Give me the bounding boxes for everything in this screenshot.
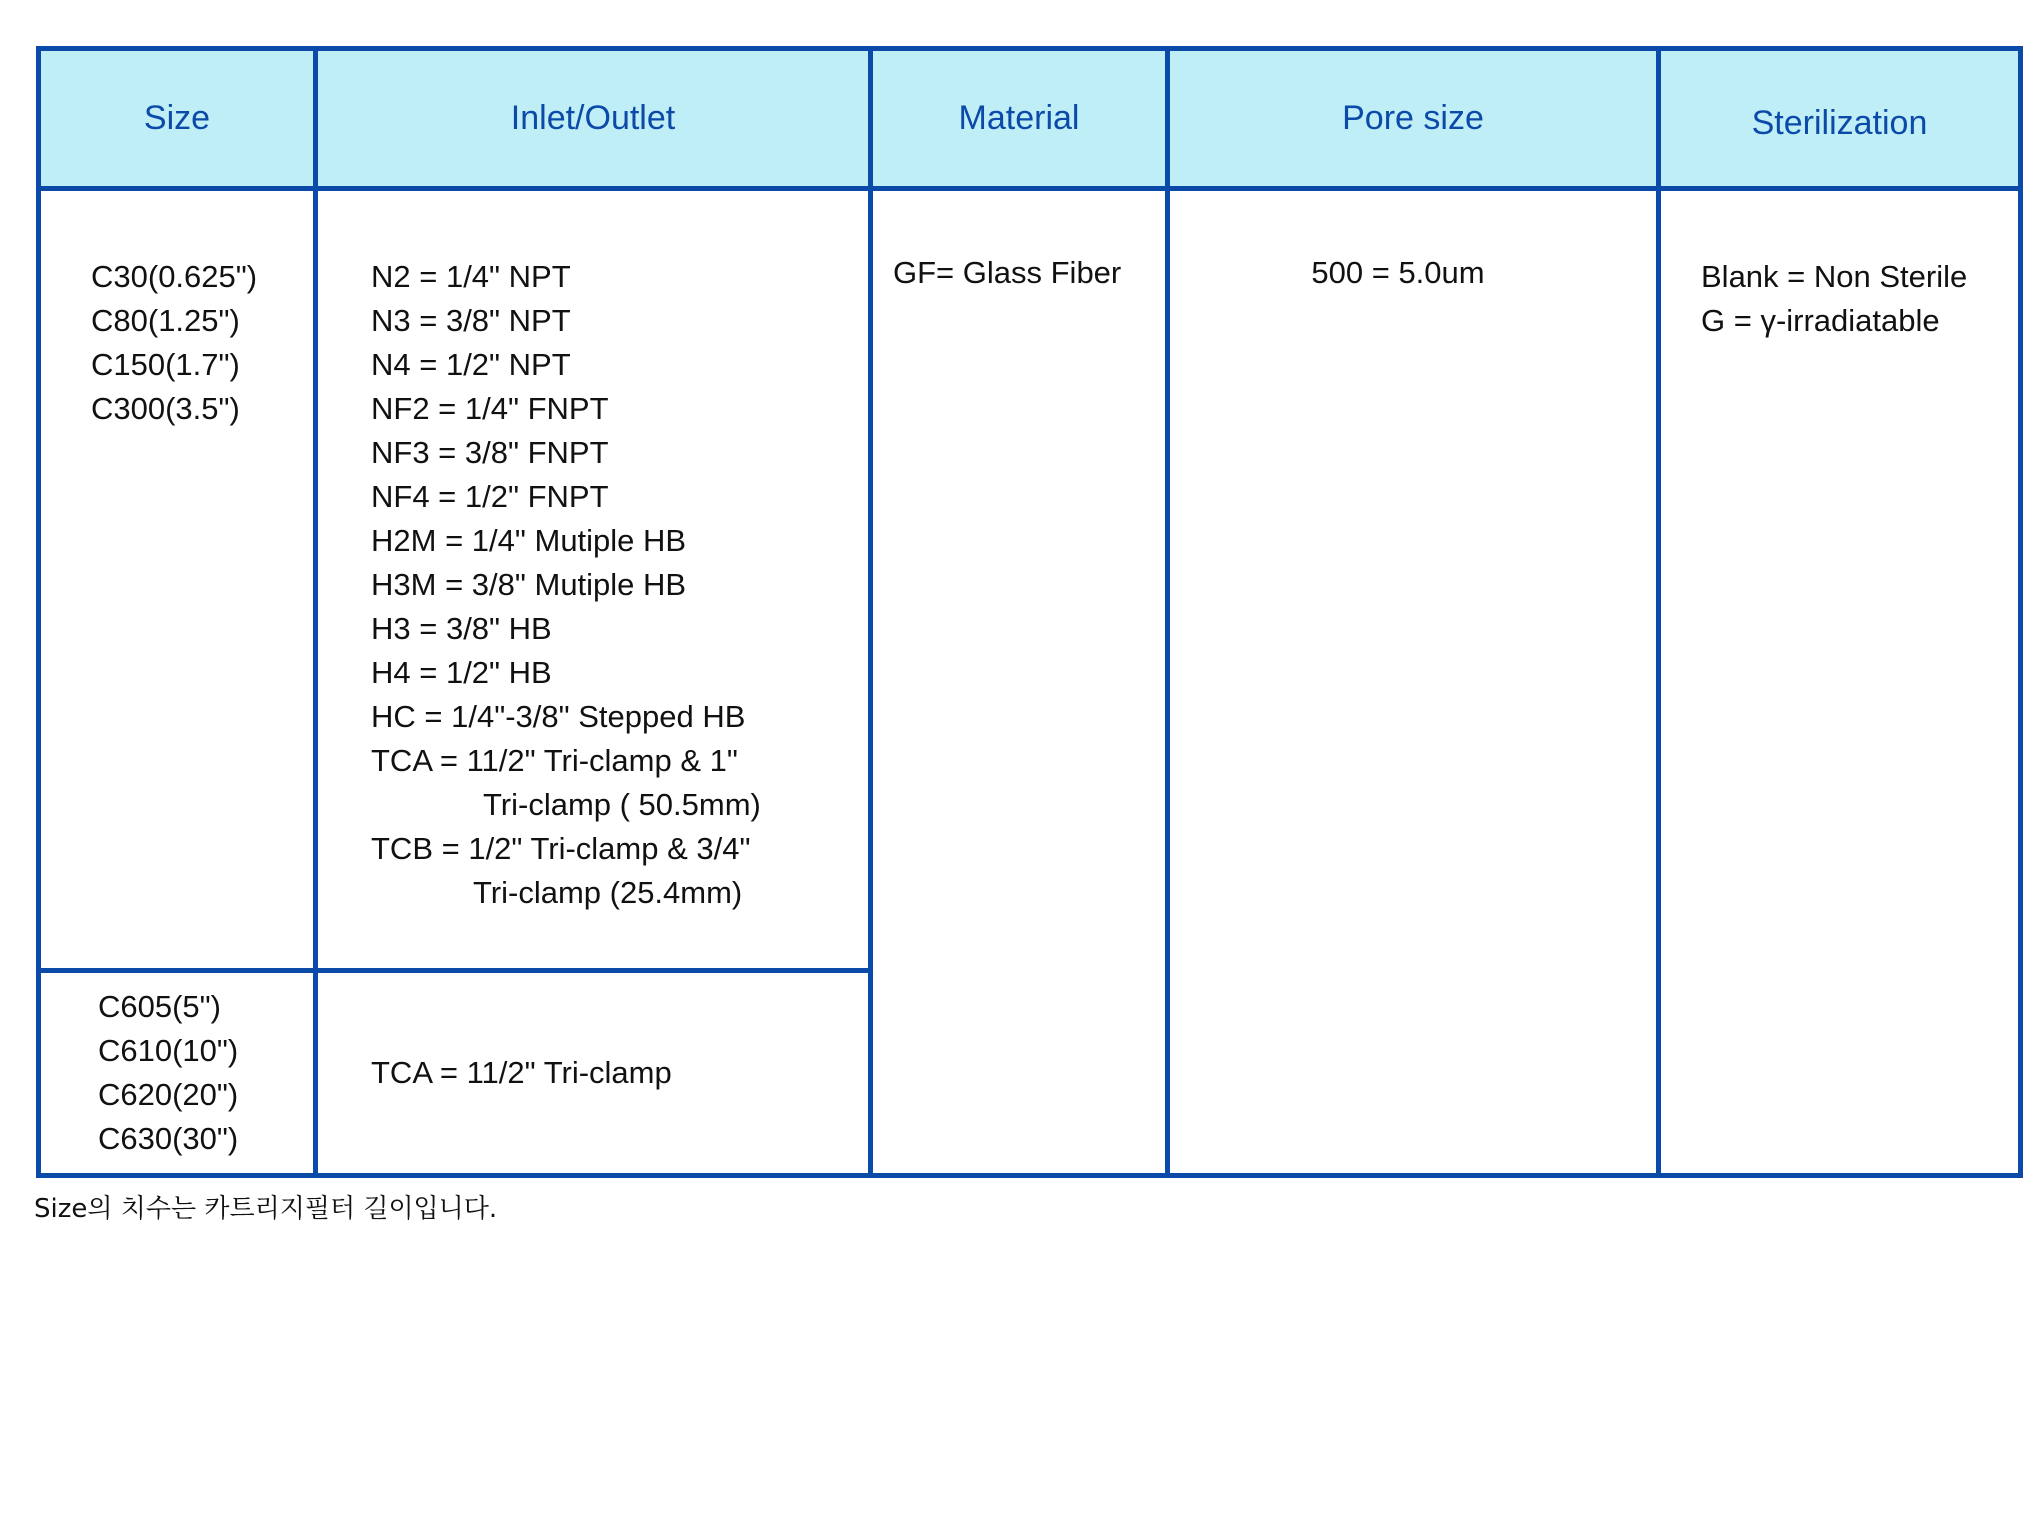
size-item: C605(5") <box>98 989 222 1024</box>
pore-size-cell <box>1168 189 1659 1176</box>
spec-table <box>36 46 2023 1178</box>
sterilization-item: G = γ-irradiatable <box>1701 303 1940 338</box>
header-sterilization: Sterilization <box>1659 49 2021 189</box>
inlet-item-tca: TCA = 11/2" Tri-clamp & 1" <box>371 743 738 778</box>
size-item: C300(3.5") <box>91 391 240 426</box>
inlet-item: N3 = 3/8" NPT <box>371 303 571 338</box>
inlet-item: H4 = 1/2" HB <box>371 655 552 690</box>
inlet-item: NF2 = 1/4" FNPT <box>371 391 609 426</box>
inlet-cell-group2 <box>316 971 871 1176</box>
inlet-item-tca-cont: Tri-clamp ( 50.5mm) <box>483 787 761 822</box>
size-item: C630(30") <box>98 1121 239 1156</box>
size-item: C80(1.25") <box>91 303 240 338</box>
table-row-group1 <box>39 189 2021 971</box>
inlet-item-tcb-cont: Tri-clamp (25.4mm) <box>473 875 743 910</box>
inlet-item: NF4 = 1/2" FNPT <box>371 479 609 514</box>
material-value: GF= Glass Fiber <box>893 255 1122 290</box>
inlet-item: TCA = 11/2" Tri-clamp <box>371 1055 672 1090</box>
footnote: Size의 치수는 카트리지필터 길이입니다. <box>34 1194 498 1224</box>
sterilization-cell <box>1659 189 2021 1176</box>
header-material: Material <box>871 49 1168 189</box>
inlet-item: H2M = 1/4" Mutiple HB <box>371 523 687 558</box>
header-inlet-outlet: Inlet/Outlet <box>316 49 871 189</box>
size-cell-group2 <box>39 971 316 1176</box>
inlet-item: H3 = 3/8" HB <box>371 611 552 646</box>
pore-size-value: 500 = 5.0um <box>1311 255 1485 290</box>
inlet-cell-group1 <box>316 189 871 971</box>
sterilization-item: Blank = Non Sterile <box>1701 259 1968 294</box>
material-cell <box>871 189 1168 1176</box>
size-item: C150(1.7") <box>91 347 240 382</box>
inlet-item: N4 = 1/2" NPT <box>371 347 571 382</box>
inlet-item-tcb: TCB = 1/2" Tri-clamp & 3/4" <box>371 831 751 866</box>
size-item: C30(0.625") <box>91 259 258 294</box>
size-item: C610(10") <box>98 1033 239 1068</box>
size-cell-group1 <box>39 189 316 971</box>
header-size: Size <box>39 49 316 189</box>
inlet-item: N2 = 1/4" NPT <box>371 259 571 294</box>
inlet-item: HC = 1/4"-3/8" Stepped HB <box>371 699 746 734</box>
header-row <box>39 49 2021 189</box>
inlet-item: H3M = 3/8" Mutiple HB <box>371 567 687 602</box>
inlet-item: NF3 = 3/8" FNPT <box>371 435 609 470</box>
size-item: C620(20") <box>98 1077 239 1112</box>
header-pore-size: Pore size <box>1168 49 1659 189</box>
